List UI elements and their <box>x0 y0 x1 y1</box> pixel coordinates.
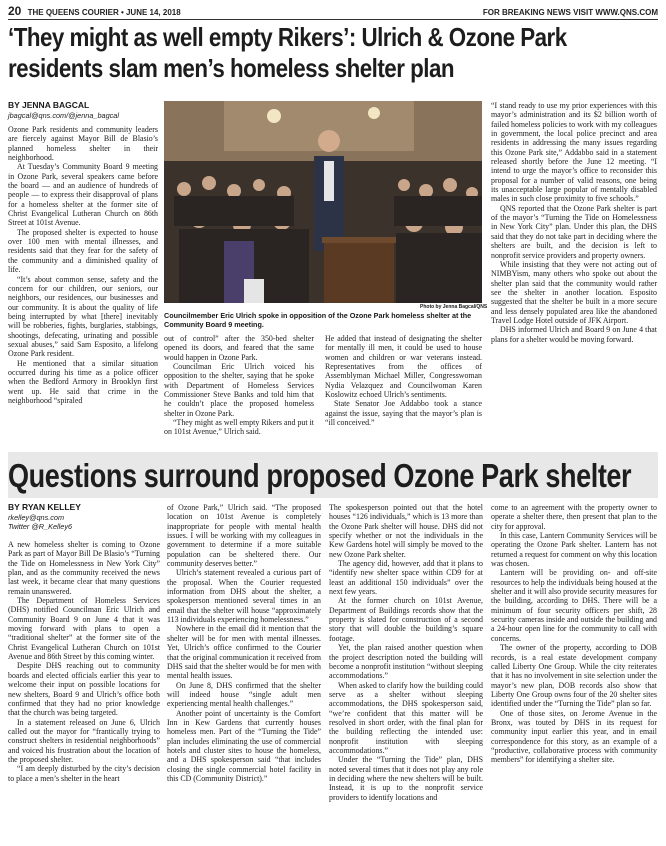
story1-author-email[interactable]: jbagcal@qns.com/@jenna_bagcal <box>8 110 119 120</box>
story1-paragraph: Ozone Park residents and community leaders are fiercely against Mayor Bill de Blasio’s planned homeless shelter in their neighborhood. <box>8 125 158 163</box>
shelter-meeting-photo <box>164 101 482 303</box>
story2-column-2 <box>167 503 321 842</box>
story2-headline: Questions surround proposed Ozone Park shelter <box>8 457 632 494</box>
story1-paragraph: “It’s about common sense, safety and the concern for our children, our seniors, our neighbors, our residences, our businesses and our community. It is about the quality of life being interrupted by what [there] inevitably will be robberies, fights, burglaries, stabbings, shootings, defecating, urinating and possible sexual abuses,” said Sam Esposito, a lifelong Ozone Park resident. <box>8 274 158 359</box>
story1-paragraph: Councilman Eric Ulrich voiced his opposition to the shelter, saying that he spoke with Department of Homeless Services Commissioner Steve Banks and told him that he couldn’t place the proposed homeless shelter in Ozone Park. <box>164 362 314 418</box>
story1-paragraph: State Senator Joe Addabbo took a stance against the issue, saying that the mayor’s plan is “ill conceived.” <box>325 399 482 428</box>
page-number: 20 <box>8 4 22 18</box>
story1-paragraph: At Tuesday’s Community Board 9 meeting in Ozone Park, several speakers came before the board — and an audience of hundreds of people — to express their disapproval of plans for a homeless shelter at the former site of Christ Evangelical Lutheran Church on 86th Street at 101st Avenue. <box>8 162 158 228</box>
story1-byline <box>8 101 158 120</box>
meeting-scene-image <box>164 101 482 303</box>
story1-paragraph: While insisting that they were not acting out of NIMBYism, many others who spoke out about the shelter plan said that the community would rather see the shelter in another location. Esposito suggested that the shelter be built in a more secure and less densely populated area like the abandoned Travel Lodge Hotel outside of JFK Airport. <box>491 259 657 325</box>
story2-author-twitter[interactable]: Twitter @R_Kelley6 <box>8 522 73 531</box>
story1-column-3 <box>325 334 482 448</box>
story2-paragraph: In this case, Lantern Community Services will be operating the Ozone Park shelter. Lantern has not returned a request for comment on why this location was chosen. <box>491 531 657 569</box>
story2-paragraph: The owner of the property, according to DOB records, is a real estate development company called Liberty One Group. While the city reiterates that it has no involvement in site selection under the mayor’s new plan, DOB records also show that Liberty One Group owns four of the 20 shelter sites identified under the “Turning the Tide” plan so far. <box>491 643 657 709</box>
story1-paragraph: DHS informed Ulrich and Board 9 on June 4 that plans for a shelter would be moving forward. <box>491 325 657 344</box>
story2-paragraph: At the former church on 101st Avenue, Department of Buildings records show that the property is slated for construction of a second story that will double the building’s square footage. <box>329 596 483 643</box>
story2-paragraph: The agency did, however, add that it plans to “identify new shelter space within CD9 for at least an additional 150 individuals” over the next few years. <box>329 559 483 597</box>
story2-paragraph: In a statement released on June 6, Ulrich called out the mayor for “frantically trying to construct shelters in residential neighborhoods” and voiced his frustration about the location of the proposed shelter. <box>8 717 160 764</box>
story2-column-4 <box>491 503 657 842</box>
story2-column-3 <box>329 503 483 842</box>
story1-author: BY JENNA BAGCAL <box>8 100 90 110</box>
paper-name-date: THE QUEENS COURIER • JUNE 14, 2018 <box>27 8 181 17</box>
story2-paragraph: When asked to clarify how the building could serve as a shelter without sleeping accommodations, the DHS spokesperson said, “we’re confident that this matter will be resolved in short order, with the final plan for the building reflecting the intended use: nonprofit institution with sleeping accommodations.” <box>329 680 483 755</box>
photo-caption: Councilmember Eric Ulrich spoke in opposition of the Ozone Park homeless shelter at the Community Board 9 meeting. <box>164 311 472 329</box>
story2-paragraph: Another point of uncertainty is the Comfort Inn in Kew Gardens that currently houses homeless men. Part of the “Turning the Tide” plan includes eliminating the use of commercial hotels and cluster sites to house the homeless, and a DHS spokesperson said “that includes closing the single commercial hotel facility in this CD (Community District).” <box>167 708 321 783</box>
story1-paragraph: The proposed shelter is expected to house over 100 men with mental illnesses, and residents said that they fear for the safety of the community and a diminished quality of life. <box>8 227 158 275</box>
story2-paragraph: Nowhere in the email did it mention that the shelter will be for men with mental illnesses. Yet, Ulrich’s office confirmed to the Courier that the original communication it received from DHS said that the shelter would be for men with mental health issues. <box>167 624 321 681</box>
masthead <box>8 4 658 18</box>
story2-author-email[interactable]: rkelley@qns.com <box>8 512 65 522</box>
story2-paragraph: Despite DHS reaching out to community boards and elected officials earlier this year to welcome their input on possible locations for new shelters, Board 9 and Ulrich’s office both confirmed that they had no prior knowledge that the church was being targeted. <box>8 661 160 718</box>
story2-paragraph: “I am deeply disturbed by the city’s decision to place a men’s shelter in the heart <box>8 764 160 783</box>
story2-column-1 <box>8 540 160 842</box>
story1-paragraph: QNS reported that the Ozone Park shelter is part of the mayor’s “Turning the Tide on Homelessness in New York City” plan. Under this plan, the DHS said that they do not take part in deciding where the shelters are built, and the decision is left to nonprofit service providers and property owners. <box>491 203 657 260</box>
photo-credit: Photo by Jenna Bagcal/QNS <box>420 304 488 310</box>
story1-column-4 <box>491 101 657 448</box>
story1-paragraph: out of control” after the 350-bed shelter opened its doors, and feared that the same would happen in Ozone Park. <box>164 334 314 362</box>
story1-paragraph: “I stand ready to use my prior experiences with this mayor’s administration and its $2 billion worth of failed homeless policies to work with my colleagues in government, the local police precinct and area residents in addressing the many issues regarding this Ozone Park site,” Addabbo said in a statement released shortly before the June 12 meeting. “I intend to urge the mayor’s office to reconsider this proposal for a number of valid reasons, one being its unacceptable large popular of mentally disabled males in such close proximity to five schools.” <box>491 101 657 204</box>
story2-paragraph: Ulrich’s statement revealed a curious part of the proposal. When the Courier requested information from DHS about the shelter, a spokesperson mentioned several times in an email that the shelter will house “approximately 113 individuals experiencing homelessness.” <box>167 568 321 625</box>
masthead-rule <box>8 19 658 20</box>
story1-paragraph: He mentioned that a similar situation occurred during his time as a police officer when the Bedford Armory in Brooklyn first went up. He said that crime in the neighborhood “spiraled <box>8 358 158 405</box>
story2-paragraph: of Ozone Park,” Ulrich said. “The proposed location on 101st Avenue is completely inappropriate for people with mental health issues. I will be working with my colleagues in government to determine if a more suitable population can be sheltered there. Our community deserves better.” <box>167 503 321 569</box>
story1-column-1 <box>8 125 158 448</box>
story1-column-2 <box>164 334 314 448</box>
story2-paragraph: Lantern will be providing on- and off-site resources to help the individuals being housed at the shelter and it will also provide security measures for the building, according to DHS. There will be a minimum of four security officers per shift, 28 security cameras inside and outside the building and a 24-hour open line for the community to call with concerns. <box>491 568 657 643</box>
story1-headline: ‘They might as well empty Rikers’: Ulrich & Ozone Park residents slam men’s homeless shelter plan <box>8 22 567 83</box>
story2-paragraph: On June 8, DHS confirmed that the shelter will indeed house “single adult men experiencing mental health challenges.” <box>167 680 321 709</box>
story2-paragraph: A new homeless shelter is coming to Ozone Park as part of Mayor Bill De Blasio’s “Turning the Tide on Homelessness in New York City” plan, and as the community received the news last week, it became clear that many questions remain unanswered. <box>8 540 160 596</box>
story2-paragraph: Yet, the plan raised another question when the project description noted the building will become a nonprofit institution “without sleeping accommodations.” <box>329 643 483 681</box>
story2-byline <box>8 503 160 532</box>
website-promo[interactable]: FOR BREAKING NEWS VISIT WWW.QNS.COM <box>482 8 658 17</box>
story1-paragraph: “They might as well empty Rikers and put it on 101st Avenue,” Ulrich said. <box>164 418 314 437</box>
story2-author: BY RYAN KELLEY <box>8 502 81 512</box>
story2-paragraph: The spokesperson pointed out that the hotel houses “126 individuals,” which is 13 more than the Ozone Park shelter will house. DHS did not specify whether or not the individuals in the Kew Gardens hotel will simply be moved to the new Ozone Park shelter. <box>329 503 483 559</box>
story2-paragraph: come to an agreement with the property owner to operate a shelter there, then present that plan to the city for approval. <box>491 503 657 531</box>
story2-paragraph: One of those sites, on Jerome Avenue in the Bronx, was touted by DHS in its request for community input earlier this year, and in email correspondence for this story, as an example of a “productive, collaborative process with community members” for identifying a shelter site. <box>491 708 657 765</box>
story2-paragraph: Under the “Turning the Tide” plan, DHS noted several times that it does not play any role in deciding where the new shelters will be built. Instead, it is up to the nonprofit service providers to identify locations and <box>329 755 483 802</box>
story2-paragraph: The Department of Homeless Services (DHS) notified Councilman Eric Ulrich and Community Board 9 on June 4 that it was moving forward with plans to open a “traditional shelter” at the former site of the Christ Evangelical Lutheran Church on 101st Avenue and 86th Street by this coming winter. <box>8 596 160 662</box>
story1-paragraph: He added that instead of designating the shelter for mentally ill men, it could be used to house women and children or war veterans instead. Representatives from the offices of Assemblyman Michael Miller, Congresswoman Nydia Velazquez and Councilwoman Karen Koslowitz echoed Ulrich’s sentiments. <box>325 334 482 400</box>
